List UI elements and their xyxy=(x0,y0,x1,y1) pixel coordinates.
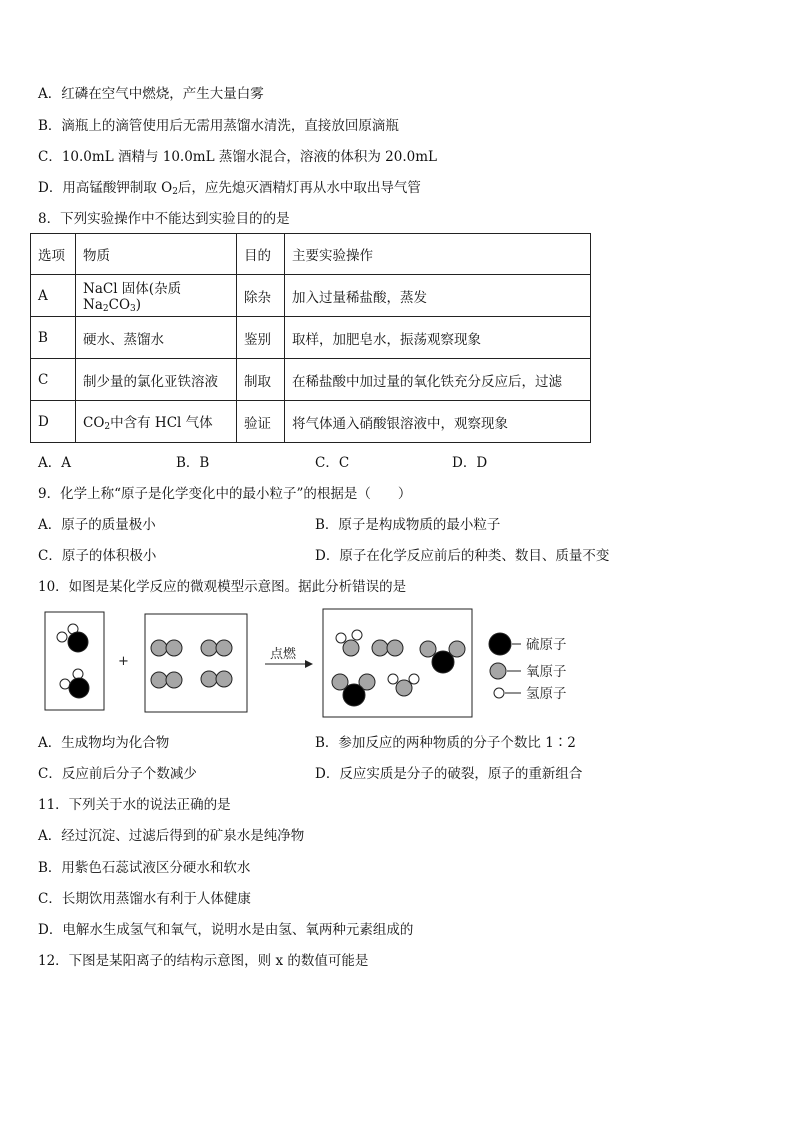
subscript: 2 xyxy=(104,422,111,432)
sulfur-atom xyxy=(343,684,365,706)
hydrogen-atom xyxy=(73,669,83,679)
hydrogen-atom xyxy=(57,632,67,642)
row-substance: 制少量的氯化亚铁溶液 xyxy=(76,359,237,401)
oxygen-atom xyxy=(166,640,182,656)
table-row xyxy=(31,359,591,401)
q9-option-a: A．原子的质量极小 xyxy=(38,517,156,533)
q8-stem: 8．下列实验操作中不能达到实验目的的是 xyxy=(38,211,290,227)
sulfur-atom xyxy=(68,632,88,652)
row-option: B xyxy=(31,317,76,359)
table-row xyxy=(31,317,591,359)
q7-option-a: A．红磷在空气中燃烧，产生大量白雾 xyxy=(38,86,264,102)
q7-option-d xyxy=(38,176,421,197)
oxygen-atom xyxy=(216,640,232,656)
q9-option-d: D．原子在化学反应前后的种类、数目、质量不变 xyxy=(315,548,610,564)
q11-option-a: A．经过沉淀、过滤后得到的矿泉水是纯净物 xyxy=(38,828,305,844)
substance-text: CO xyxy=(83,415,105,431)
q10-option-c: C．反应前后分子个数减少 xyxy=(38,766,197,782)
table-row xyxy=(31,275,591,317)
row-substance: 硬水、蒸馏水 xyxy=(76,317,237,359)
q11-stem: 11．下列关于水的说法正确的是 xyxy=(38,797,231,813)
legend-hydrogen-atom xyxy=(494,688,504,698)
q11-option-b: B．用紫色石蕊试液区分硬水和软水 xyxy=(38,860,251,876)
oxygen-atom xyxy=(201,671,217,687)
oxygen-atom xyxy=(216,671,232,687)
substance-text: 中含有 HCl 气体 xyxy=(110,415,213,431)
subscript: 3 xyxy=(130,304,136,314)
header-purpose: 目的 xyxy=(237,234,285,275)
q12-stem: 12．下图是某阳离子的结构示意图，则 x 的数值可能是 xyxy=(38,953,369,969)
row-operation: 取样，加肥皂水，振荡观察现象 xyxy=(285,317,591,359)
q8-choice-b: B．B xyxy=(176,455,210,471)
row-purpose: 验证 xyxy=(237,401,285,443)
q10-stem: 10．如图是某化学反应的微观模型示意图。据此分析错误的是 xyxy=(38,579,407,595)
legend-oxygen-label: 氧原子 xyxy=(526,664,567,680)
q8-choice-d: D．D xyxy=(452,455,488,471)
substance-text: CO xyxy=(108,297,131,313)
header-option: 选项 xyxy=(31,234,76,275)
reaction-diagram xyxy=(0,600,794,730)
oxygen-atom xyxy=(343,640,359,656)
row-substance xyxy=(76,401,237,443)
hydrogen-atom xyxy=(60,679,70,689)
row-operation: 加入过量稀盐酸，蒸发 xyxy=(285,275,591,317)
q8-choice-c: C．C xyxy=(315,455,350,471)
q10-option-a: A．生成物均为化合物 xyxy=(38,735,170,751)
oxygen-atom xyxy=(372,640,388,656)
oxygen-atom xyxy=(166,672,182,688)
header-substance: 物质 xyxy=(76,234,237,275)
q10-option-b: B．参加反应的两种物质的分子个数比 1∶2 xyxy=(315,735,576,751)
q7-option-c: C．10.0mL 酒精与 10.0mL 蒸馏水混合，溶液的体积为 20.0mL xyxy=(38,149,437,165)
hydrogen-atom xyxy=(388,674,398,684)
table-header-row xyxy=(31,234,591,275)
q8-choice-a: A．A xyxy=(38,455,71,471)
q7-d-text-1: D．用高锰酸钾制取 O xyxy=(38,180,173,196)
row-option: D xyxy=(31,401,76,443)
substance-text: ) xyxy=(135,297,142,313)
q9-option-b: B．原子是构成物质的最小粒子 xyxy=(315,517,501,533)
q7-d-subscript: 2 xyxy=(172,187,178,197)
oxygen-atom xyxy=(151,672,167,688)
legend-hydrogen-label: 氢原子 xyxy=(526,686,567,702)
q9-stem: 9．化学上称“原子是化学变化中的最小粒子”的根据是（ ） xyxy=(38,486,412,502)
hydrogen-atom xyxy=(352,630,362,640)
plus-sign: + xyxy=(118,654,129,669)
q11-option-c: C．长期饮用蒸馏水有利于人体健康 xyxy=(38,891,251,907)
reaction-condition: 点燃 xyxy=(270,647,297,662)
q9-option-c: C．原子的体积极小 xyxy=(38,548,157,564)
subscript: 2 xyxy=(102,304,109,314)
row-operation: 将气体通入硝酸银溶液中，观察现象 xyxy=(285,401,591,443)
hydrogen-atom xyxy=(409,674,419,684)
reactant-box-o2 xyxy=(145,614,247,712)
sulfur-atom xyxy=(69,678,89,698)
sulfur-atom xyxy=(432,651,454,673)
row-purpose: 制取 xyxy=(237,359,285,401)
oxygen-atom xyxy=(151,640,167,656)
q11-option-d: D．电解水生成氢气和氧气，说明水是由氢、氧两种元素组成的 xyxy=(38,922,414,938)
hydrogen-atom xyxy=(336,633,346,643)
q10-option-d: D．反应实质是分子的破裂，原子的重新组合 xyxy=(315,766,583,782)
header-operation: 主要实验操作 xyxy=(285,234,591,275)
row-substance xyxy=(76,275,237,317)
legend-sulfur-atom xyxy=(489,633,511,655)
legend-oxygen-atom xyxy=(490,663,506,679)
oxygen-atom xyxy=(201,640,217,656)
legend-sulfur-label: 硫原子 xyxy=(526,637,567,653)
row-purpose: 鉴别 xyxy=(237,317,285,359)
table-row xyxy=(31,401,591,443)
oxygen-atom xyxy=(420,641,436,657)
row-purpose: 除杂 xyxy=(237,275,285,317)
row-operation: 在稀盐酸中加过量的氧化铁充分反应后，过滤 xyxy=(285,359,591,401)
q7-option-b: B．滴瓶上的滴管使用后无需用蒸馏水清洗，直接放回原滴瓶 xyxy=(38,118,399,134)
oxygen-atom xyxy=(396,680,412,696)
q7-d-text-2: 后，应先熄灭酒精灯再从水中取出导气管 xyxy=(177,180,421,196)
row-option: C xyxy=(31,359,76,401)
oxygen-atom xyxy=(387,640,403,656)
q8-table xyxy=(30,233,591,443)
row-option: A xyxy=(31,275,76,317)
substance-text: NaCl 固体(杂质 Na xyxy=(83,281,182,313)
